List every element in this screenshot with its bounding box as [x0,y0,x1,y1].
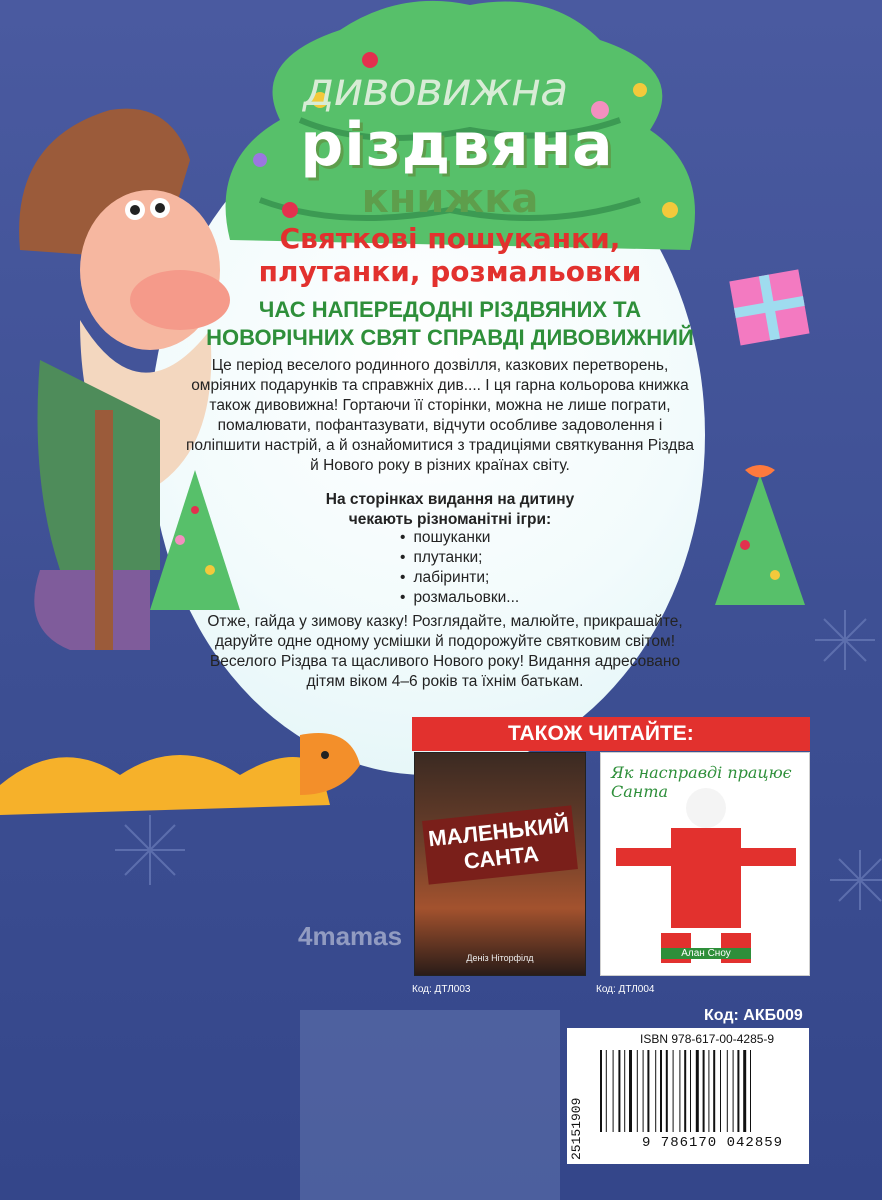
description-outro: Отже, гайда у зимову казку! Розглядайте, малюйте, прикрашайте, даруйте одне одному усмішки й подорожуйте святковим світом! Веселого Різдва та щасливого Нового року! Видання адресовано дітям віком 4–6 років та їхнім батькам. [207,613,683,690]
small-tree-left [140,470,250,620]
santa-illustration [611,788,801,968]
games-list [400,528,620,608]
publisher-logo: 4mamas [298,921,403,951]
description-heading: ЧАС НАПЕРЕДОДНІ РІЗДВЯНИХ ТА НОВОРІЧНИХ СВЯТ СПРАВДІ ДИВОВИЖНИЙ [206,297,694,350]
side-number: 25151909 [569,1097,584,1160]
book-cover-little-santa[interactable] [414,752,586,976]
isbn-text: ISBN 978-617-00-4285-9 [640,1032,775,1046]
list-item: • розмальовки... [400,588,620,608]
also-read-header: ТАКОЖ ЧИТАЙТЕ: [412,717,810,751]
gift-box-illustration [724,250,814,350]
list-item: • лабіринти; [400,568,620,588]
list-item: • пошуканки [400,528,620,548]
dragon-illustration [0,715,370,835]
title-line-1: дивовижна [302,62,568,116]
cover-subtitle: Святкові пошуканки, плутанки, розмальовки [258,222,642,288]
book-cover-santa-works[interactable] [600,752,810,976]
barcode-number: 9 786170 042859 [642,1135,784,1151]
title-line-2: різдвяна [300,110,614,180]
book-title: Як насправді працює Санта [611,763,792,801]
book-author: Деніз Ніторфілд [466,953,534,963]
games-title: На сторінках видання на дитину чекають різноманітні ігри: [325,491,575,528]
barcode [596,1050,806,1132]
list-item: • плутанки; [400,548,620,568]
book-title: МАЛЕНЬКИЙ САНТА [422,805,578,884]
book-code: Код: ДТЛ004 [596,984,655,995]
book-code: Код: ДТЛ003 [412,984,471,995]
description-intro: Це період веселого родинного дозвілля, казкових перетворень, омріяних подарунків та справжніх див.... І ця гарна кольорова книжка також дивовижна! Гортаючи її сторінки, можна не лише пограти, помалювати, пофантазувати, відчути особливе задоволення і поліпшити настрій, а й ознайомитися з традиціями святкування Різдва й Нового року в різних країнах світу. [185,357,695,474]
product-code: Код: АКБ009 [704,1007,803,1024]
book-author: Алан Сноу [661,948,751,959]
small-tree-right [705,465,815,615]
title-line-3: книжка [361,176,539,222]
